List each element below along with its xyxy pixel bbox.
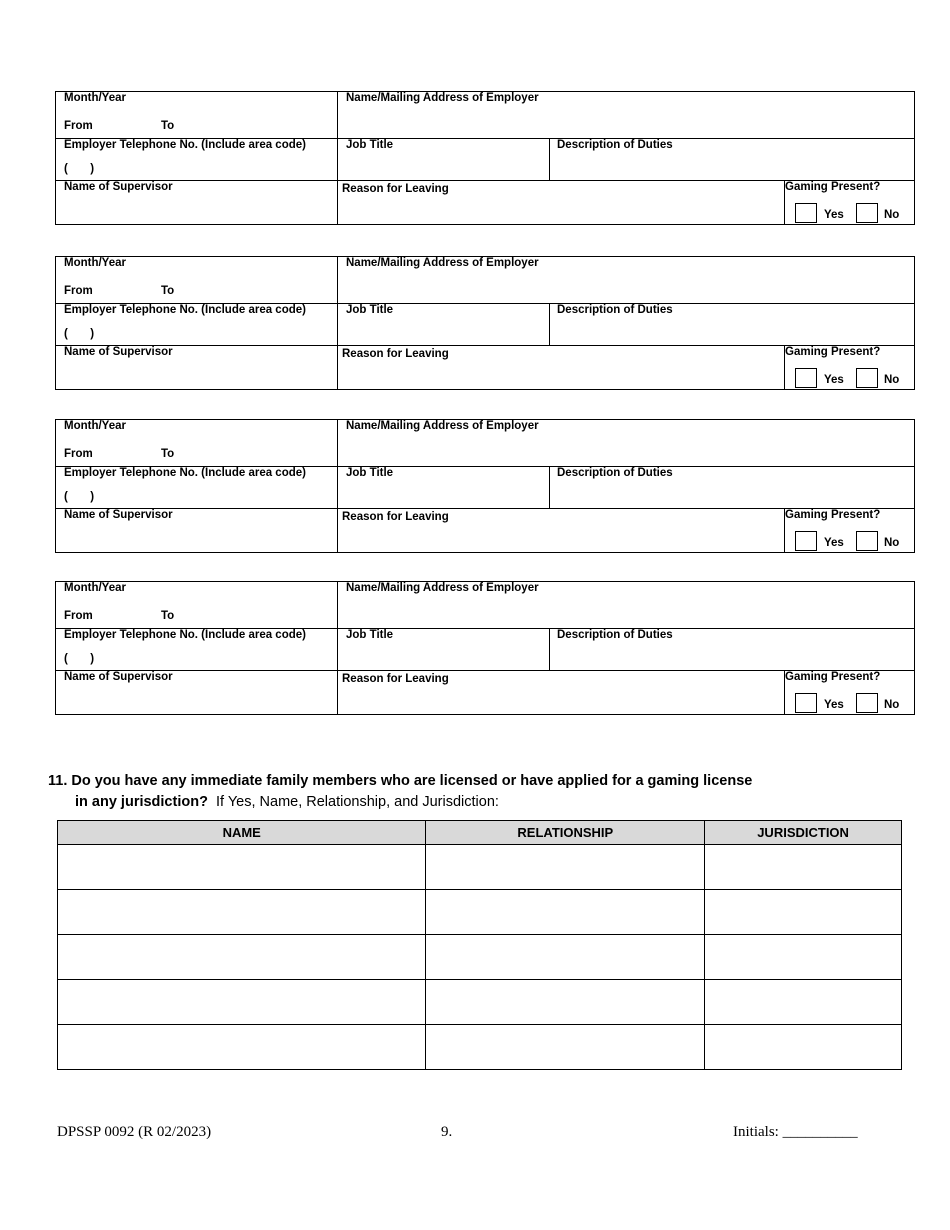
relationship-cell[interactable] (426, 845, 705, 890)
duties-label: Description of Duties (557, 304, 673, 316)
area-code-parens: ( ) (64, 328, 95, 340)
job-title-field[interactable] (338, 629, 549, 670)
duties-label: Description of Duties (557, 467, 673, 479)
month-year-field[interactable] (56, 257, 337, 303)
employer-name-label: Name/Mailing Address of Employer (346, 582, 539, 594)
reason-label: Reason for Leaving (342, 348, 449, 360)
month-year-label: Month/Year (64, 420, 126, 432)
job-title-label: Job Title (346, 304, 394, 316)
employer-name-field[interactable] (338, 582, 914, 628)
month-year-field[interactable] (56, 420, 337, 466)
reason-label: Reason for Leaving (342, 511, 449, 523)
month-year-field[interactable] (56, 582, 337, 628)
telephone-label: Employer Telephone No. (Include area code) (64, 467, 306, 479)
gaming-no-checkbox[interactable] (856, 368, 878, 388)
gaming-present-field (785, 671, 914, 714)
reason-field[interactable] (338, 671, 784, 714)
gaming-present-field (785, 509, 914, 552)
jurisdiction-cell[interactable] (705, 935, 902, 980)
gaming-no-checkbox[interactable] (856, 693, 878, 713)
job-title-label: Job Title (346, 139, 394, 151)
employer-name-field[interactable] (338, 92, 914, 138)
reason-field[interactable] (338, 509, 784, 552)
gaming-yes-label: Yes (824, 374, 844, 386)
gaming-no-label: No (884, 374, 900, 386)
jurisdiction-cell[interactable] (705, 1025, 902, 1070)
table-row (58, 980, 902, 1025)
gaming-yes-checkbox[interactable] (795, 531, 817, 551)
table-header-row (58, 821, 902, 845)
relationship-cell[interactable] (426, 980, 705, 1025)
employer-name-label: Name/Mailing Address of Employer (346, 92, 539, 104)
month-year-field[interactable] (56, 92, 337, 138)
name-cell[interactable] (58, 890, 426, 935)
relationship-cell[interactable] (426, 890, 705, 935)
question-11-bold-line1: Do you have any immediate family members who are licensed or have applied for a gaming license (71, 773, 753, 789)
reason-label: Reason for Leaving (342, 183, 449, 195)
from-label: From (64, 285, 93, 297)
job-title-label: Job Title (346, 629, 394, 641)
employment-block-3 (55, 419, 915, 553)
question-11 (48, 771, 752, 813)
name-cell[interactable] (58, 845, 426, 890)
table-row (58, 890, 902, 935)
question-11-line1 (48, 771, 752, 792)
supervisor-label: Name of Supervisor (64, 181, 173, 193)
question-11-bold-line2: in any jurisdiction? (75, 794, 208, 810)
gaming-present-label: Gaming Present? (785, 671, 881, 683)
from-label: From (64, 120, 93, 132)
duties-field[interactable] (550, 304, 914, 345)
to-label: To (161, 120, 175, 132)
duties-field[interactable] (550, 467, 914, 508)
gaming-yes-checkbox[interactable] (795, 203, 817, 223)
gaming-yes-label: Yes (824, 699, 844, 711)
gaming-present-label: Gaming Present? (785, 346, 881, 358)
job-title-field[interactable] (338, 139, 549, 180)
name-cell[interactable] (58, 935, 426, 980)
from-label: From (64, 610, 93, 622)
gaming-present-field (785, 346, 914, 389)
jurisdiction-cell[interactable] (705, 980, 902, 1025)
to-label: To (161, 285, 175, 297)
gaming-no-label: No (884, 209, 900, 221)
column-header-name: NAME (58, 821, 426, 845)
supervisor-field[interactable] (56, 181, 337, 224)
gaming-no-label: No (884, 699, 900, 711)
relationship-cell[interactable] (426, 1025, 705, 1070)
relationship-cell[interactable] (426, 935, 705, 980)
supervisor-label: Name of Supervisor (64, 346, 173, 358)
question-number: 11. (48, 773, 68, 789)
supervisor-label: Name of Supervisor (64, 671, 173, 683)
reason-label: Reason for Leaving (342, 673, 449, 685)
gaming-present-field (785, 181, 914, 224)
employer-name-field[interactable] (338, 257, 914, 303)
gaming-present-label: Gaming Present? (785, 181, 881, 193)
gaming-yes-label: Yes (824, 537, 844, 549)
supervisor-label: Name of Supervisor (64, 509, 173, 521)
employer-name-field[interactable] (338, 420, 914, 466)
area-code-parens: ( ) (64, 653, 95, 665)
supervisor-field[interactable] (56, 509, 337, 552)
form-id: DPSSP 0092 (R 02/2023) (57, 1124, 212, 1140)
gaming-yes-checkbox[interactable] (795, 693, 817, 713)
area-code-parens: ( ) (64, 163, 95, 175)
to-label: To (161, 448, 175, 460)
duties-field[interactable] (550, 629, 914, 670)
employer-name-label: Name/Mailing Address of Employer (346, 420, 539, 432)
gaming-no-checkbox[interactable] (856, 531, 878, 551)
telephone-label: Employer Telephone No. (Include area code) (64, 139, 306, 151)
initials-field[interactable]: Initials: __________ (733, 1124, 858, 1140)
month-year-label: Month/Year (64, 257, 126, 269)
name-cell[interactable] (58, 980, 426, 1025)
column-header-jurisdiction: JURISDICTION (705, 821, 902, 845)
job-title-label: Job Title (346, 467, 394, 479)
gaming-yes-label: Yes (824, 209, 844, 221)
table-row (58, 845, 902, 890)
employer-name-label: Name/Mailing Address of Employer (346, 257, 539, 269)
jurisdiction-cell[interactable] (705, 845, 902, 890)
telephone-field[interactable] (56, 139, 337, 180)
reason-field[interactable] (338, 181, 784, 224)
telephone-field[interactable] (56, 467, 337, 508)
supervisor-field[interactable] (56, 671, 337, 714)
telephone-field[interactable] (56, 304, 337, 345)
gaming-yes-checkbox[interactable] (795, 368, 817, 388)
question-11-line2 (48, 792, 752, 813)
gaming-no-label: No (884, 537, 900, 549)
month-year-label: Month/Year (64, 92, 126, 104)
family-members-table (57, 820, 902, 1070)
employment-block-2 (55, 256, 915, 390)
duties-label: Description of Duties (557, 139, 673, 151)
table-row (58, 935, 902, 980)
gaming-present-label: Gaming Present? (785, 509, 881, 521)
to-label: To (161, 610, 175, 622)
column-header-relationship: RELATIONSHIP (426, 821, 705, 845)
supervisor-field[interactable] (56, 346, 337, 389)
employment-block-1 (55, 91, 915, 225)
jurisdiction-cell[interactable] (705, 890, 902, 935)
month-year-label: Month/Year (64, 582, 126, 594)
employment-block-4 (55, 581, 915, 715)
name-cell[interactable] (58, 1025, 426, 1070)
gaming-no-checkbox[interactable] (856, 203, 878, 223)
table-row (58, 1025, 902, 1070)
telephone-label: Employer Telephone No. (Include area code) (64, 304, 306, 316)
reason-field[interactable] (338, 346, 784, 389)
area-code-parens: ( ) (64, 491, 95, 503)
job-title-field[interactable] (338, 467, 549, 508)
question-11-instruction: If Yes, Name, Relationship, and Jurisdiction: (216, 794, 499, 810)
duties-label: Description of Duties (557, 629, 673, 641)
page-number: 9. (441, 1124, 453, 1140)
telephone-label: Employer Telephone No. (Include area code) (64, 629, 306, 641)
duties-field[interactable] (550, 139, 914, 180)
from-label: From (64, 448, 93, 460)
job-title-field[interactable] (338, 304, 549, 345)
telephone-field[interactable] (56, 629, 337, 670)
